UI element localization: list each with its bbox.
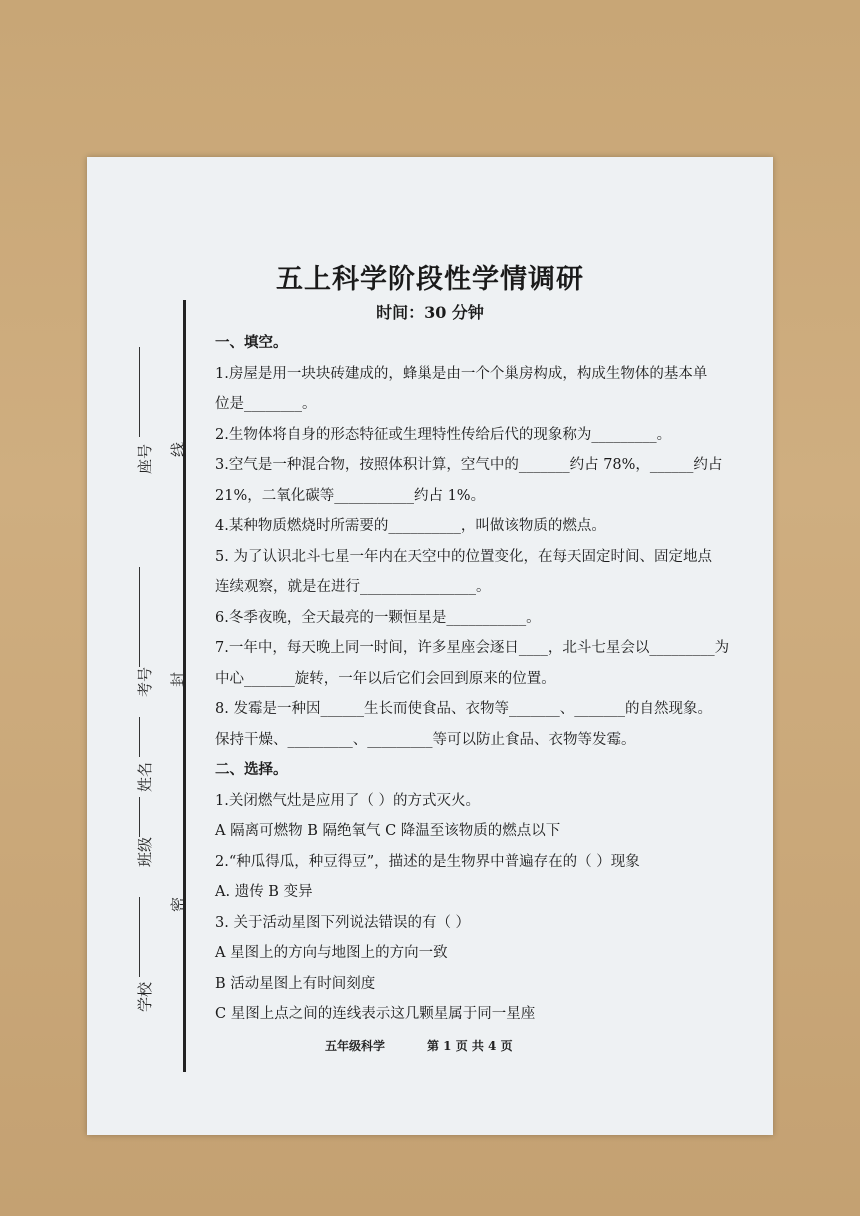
option-line: A 隔离可燃物 B 隔绝氧气 C 降温至该物质的燃点以下 — [215, 823, 561, 839]
exam-paper — [87, 157, 773, 1135]
question-line: 2.“种瓜得瓜，种豆得豆”，描述的是生物界中普遍存在的（ ）现象 — [215, 853, 640, 870]
question-line: 连续观察，就是在进行________________。 — [215, 579, 491, 595]
seat-blank — [139, 347, 140, 437]
question-line: 3.空气是一种混合物，按照体积计算，空气中的_______约占 78%，______约占 — [215, 457, 723, 473]
section-heading-choice: 二、选择。 — [215, 761, 288, 778]
school-blank — [139, 897, 140, 977]
class-label: 班级 — [136, 836, 154, 867]
exam-no-label: 考号 — [136, 666, 154, 697]
question-line: 中心_______旋转，一年以后它们会回到原来的位置。 — [215, 670, 556, 687]
exam-title: 五上科学阶段性学情调研 — [276, 264, 584, 295]
question-line: 保持干燥、_________、_________等可以防止食品、衣物等发霉。 — [215, 731, 636, 748]
seat-label: 座号 — [136, 443, 154, 474]
line-mark: 线 — [169, 441, 187, 457]
school-label: 学校 — [136, 981, 154, 1012]
exam-no-blank — [139, 567, 140, 667]
class-blank — [139, 797, 140, 837]
question-line: 7.一年中，每天晚上同一时间，许多星座会逐日____，北斗七星会以_________为 — [215, 640, 730, 656]
exam-time: 时间：30 分钟 — [376, 303, 484, 322]
option-line: A 星图上的方向与地图上的方向一致 — [215, 945, 448, 961]
option-line: A. 遗传 B 变异 — [215, 884, 313, 900]
question-line: 4.某种物质燃烧时所需要的__________，叫做该物质的燃点。 — [215, 518, 606, 534]
question-line: 3. 关于活动星图下列说法错误的有（ ） — [215, 914, 471, 931]
exam-content — [215, 328, 750, 1030]
question-line: 6.冬季夜晚，全天最亮的一颗恒星是___________。 — [215, 609, 541, 626]
question-line: 21%，二氧化碳等___________约占 1%。 — [215, 487, 486, 504]
question-line: 1.关闭燃气灶是应用了（ ）的方式灭火。 — [215, 792, 480, 809]
question-line: 1.房屋是用一块块砖建成的，蜂巢是由一个个巢房构成，构成生物体的基本单 — [215, 365, 708, 382]
option-line: C 星图上点之间的连线表示这几颗星属于同一星座 — [215, 1006, 536, 1022]
footer-subject: 五年级科学 — [325, 1039, 386, 1053]
question-line: 位是________。 — [215, 396, 317, 412]
footer-page: 第 1 页 共 4 页 — [427, 1039, 513, 1053]
seal-mark: 封 — [169, 671, 187, 687]
question-line: 8. 发霉是一种因______生长而使食品、衣物等_______、_______的自然现象。 — [215, 701, 712, 717]
question-line: 5. 为了认识北斗七星一年内在天空中的位置变化，在每天固定时间、固定地点 — [215, 548, 712, 565]
section-heading-fill: 一、填空。 — [215, 334, 288, 351]
question-line: 2.生物体将自身的形态特征或生理特性传给后代的现象称为_________。 — [215, 426, 672, 443]
secret-mark: 密 — [169, 896, 187, 912]
name-blank — [139, 717, 140, 757]
name-label: 姓名 — [136, 761, 154, 792]
option-line: B 活动星图上有时间刻度 — [215, 975, 376, 992]
